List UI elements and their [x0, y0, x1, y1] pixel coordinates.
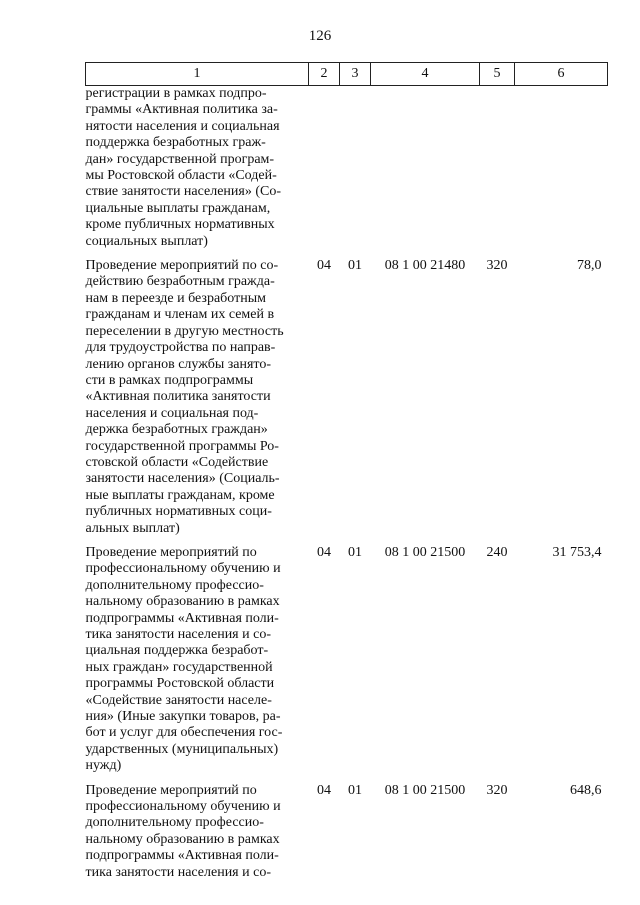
description-line: ударственных (муниципальных): [85, 741, 279, 757]
table-header-row: [86, 63, 608, 86]
description-line: нам в переезде и безработным: [85, 290, 266, 306]
description-line: государственной программы Ро-: [85, 438, 279, 454]
description-line: дополнительному профессио-: [85, 815, 264, 831]
description-line: нальному образованию в рамках: [85, 594, 280, 610]
description-line: занятости населения» (Социаль-: [85, 471, 280, 487]
subsection-code: [340, 86, 371, 259]
description-line: Проведение мероприятий по: [85, 782, 257, 798]
description-line: лению органов службы занято-: [85, 356, 272, 372]
section-code: 04: [317, 544, 331, 560]
target-article-code: [371, 86, 480, 259]
description-line: программы Ростовской области: [85, 676, 275, 692]
row-description: [86, 258, 309, 545]
description-line: граммы «Активная политика за-: [85, 102, 278, 118]
row-description: [86, 545, 309, 783]
description-line: поддержка безработных граж-: [85, 135, 266, 151]
description-line: ные выплаты гражданам, кроме: [85, 487, 275, 503]
description-line: нужд): [85, 758, 122, 774]
row-description: [86, 86, 309, 259]
description-line: сти в рамках подпрограммы: [85, 372, 254, 388]
description-line: тика занятости населения и со-: [85, 627, 271, 642]
description-line: ных граждан» государственной: [85, 659, 273, 675]
target-article-code: 08 1 00 21480: [384, 258, 466, 274]
description-line: дан» государственной програм-: [85, 151, 275, 167]
amount-value: 648,6: [570, 782, 602, 798]
description-line: населения и социальная под-: [85, 405, 259, 421]
description-line: регистрации в рамках подпро-: [85, 86, 267, 101]
description-line: дополнительному профессио-: [85, 577, 264, 593]
description-line: гражданам и членам их семей в: [85, 307, 275, 323]
table-row: [86, 258, 608, 545]
column-header-1: 1: [86, 63, 309, 86]
amount-value: 78,0: [577, 258, 602, 274]
expense-type-code: [480, 86, 515, 259]
table-row: [86, 86, 608, 259]
section-code: [309, 86, 340, 259]
description-line: кроме публичных нормативных: [85, 217, 275, 233]
subsection-code: 01: [348, 258, 362, 274]
section-code: 04: [317, 782, 331, 798]
column-header-6: 6: [515, 63, 608, 86]
expense-type-code: 320: [486, 782, 508, 798]
description-line: профессиональному обучению и: [85, 799, 281, 815]
budget-table: [85, 62, 608, 889]
table-row: [86, 545, 608, 783]
column-header-4: 4: [371, 63, 480, 86]
description-line: альных выплат): [85, 520, 180, 536]
amount-value: [515, 86, 608, 259]
subsection-code: 01: [348, 544, 362, 560]
description-line: Проведение мероприятий по со-: [85, 258, 279, 274]
row-description: [86, 783, 309, 889]
description-line: мы Ростовской области «Содей-: [85, 168, 277, 184]
table-body: [86, 86, 608, 890]
expense-type-code: 320: [486, 258, 508, 274]
description-line: циальная поддержка безработ-: [85, 643, 269, 659]
description-line: публичных нормативных соци-: [85, 504, 272, 520]
expense-type-code: 240: [486, 544, 508, 560]
column-header-5: 5: [480, 63, 515, 86]
section-code: 04: [317, 258, 331, 274]
subsection-code: 01: [348, 782, 362, 798]
description-line: для трудоустройства по направ-: [85, 340, 276, 356]
description-line: подпрограммы «Активная поли-: [85, 610, 279, 626]
target-article-code: 08 1 00 21500: [384, 544, 466, 560]
description-line: ствие занятости населения» (Со-: [85, 184, 282, 200]
description-line: циальные выплаты гражданам,: [85, 200, 271, 216]
table-row: [86, 783, 608, 889]
amount-value: 31 753,4: [552, 544, 602, 560]
description-line: тика занятости населения и со-: [85, 864, 271, 880]
description-line: держка безработных граждан»: [85, 422, 268, 438]
description-line: профессиональному обучению и: [85, 561, 281, 577]
column-header-3: 3: [340, 63, 371, 86]
description-line: ния» (Иные закупки товаров, ра-: [85, 709, 281, 725]
description-line: нятости населения и социальная: [85, 118, 280, 134]
description-line: нальному образованию в рамках: [85, 831, 280, 847]
page-number: 126: [308, 28, 332, 44]
target-article-code: 08 1 00 21500: [384, 782, 466, 798]
description-line: действию безработным гражда-: [85, 274, 275, 290]
description-line: «Содействие занятости населе-: [85, 692, 272, 708]
description-line: «Активная политика занятости: [85, 389, 271, 405]
description-line: социальных выплат): [85, 233, 208, 249]
description-line: переселении в другую местность: [85, 323, 284, 339]
description-line: бот и услуг для обеспечения гос-: [85, 725, 283, 741]
description-line: Проведение мероприятий по: [85, 544, 257, 560]
column-header-2: 2: [309, 63, 340, 86]
description-line: стовской области «Содействие: [85, 454, 269, 470]
description-line: подпрограммы «Активная поли-: [85, 848, 279, 864]
